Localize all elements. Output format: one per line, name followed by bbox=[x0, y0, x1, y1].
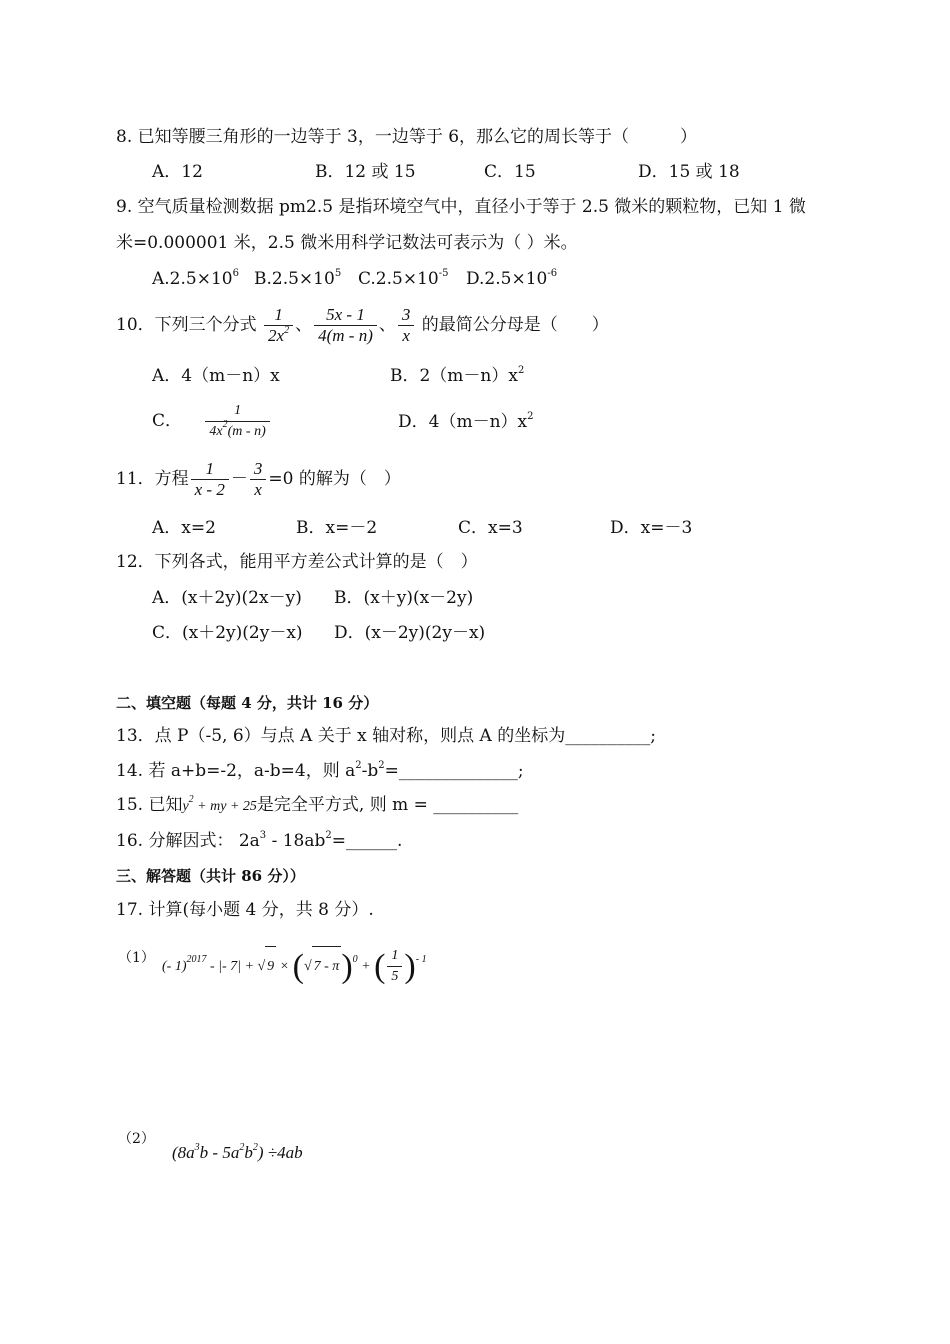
q12-option-b: B．(x＋y)(x－2y) bbox=[334, 588, 474, 608]
q17-part1-label: （1） bbox=[118, 950, 155, 966]
section-2-title: 二、填空题（每题 4 分，共计 16 分） bbox=[116, 694, 379, 712]
q10-fraction-2: $\frac{5x - 1}{4(m - n)}$ bbox=[314, 305, 377, 346]
q8-option-c: C．15 bbox=[484, 162, 536, 182]
q11-option-a: A．x=2 bbox=[152, 518, 216, 538]
q16: 16. 分解因式： $2a^3$ - $18ab^2=\_\_\_\_\_\_$. bbox=[116, 830, 403, 851]
q17-stem: 17. 计算(每小题 4 分，共 8 分）. bbox=[116, 900, 374, 920]
q17-part2-label: （2） bbox=[118, 1131, 155, 1147]
q10-option-b: B．$2(m-n)x^2$ bbox=[390, 365, 525, 386]
q13: 13．点 P（-5, 6）与点 A 关于 x 轴对称，则点 A 的坐标为__________; bbox=[116, 726, 656, 746]
section-3-title: 三、解答题（共计 86 分）） bbox=[116, 867, 305, 885]
q9-option-c: $C.2.5\times 10^{-5}$ bbox=[358, 268, 449, 289]
q10-fraction-3: $\frac{3}{x}$ bbox=[398, 305, 415, 346]
q12-option-a: A．(x＋2y)(2x－y) bbox=[152, 588, 302, 608]
q8-option-a: A．12 bbox=[152, 162, 203, 182]
q11-option-d: D．x=－3 bbox=[610, 518, 693, 538]
q17-part2-expression: $(8a^3b - 5a^2b^2) \div 4ab$ bbox=[172, 1142, 303, 1162]
q10-stem: 10．下列三个分式 $\frac{1}{2x^2}$ 、 $\frac{5x - 1}{4(m - n)}$ 、 $\frac{3}{x}$ 的最简公分母是（ ） bbox=[116, 305, 609, 345]
q17-part1-expression: (- 1)$^{2017}$ - |- 7| + √ 9 × (√ 7 - π)$^0$ + ( $\frac{1}{5}$ )$^{- 1}$ bbox=[162, 946, 427, 987]
q8-stem: 8. 已知等腰三角形的一边等于 3，一边等于 6，那么它的周长等于（ ） bbox=[116, 127, 698, 147]
q10-option-c: C． $\frac{1}{4x^2(m - n)}$ bbox=[152, 398, 272, 444]
q11-option-c: C．x=3 bbox=[458, 518, 523, 538]
q10-option-a: A．4（m－n）x bbox=[152, 366, 280, 386]
q9-option-a: $A.2.5\times 10^6$ bbox=[152, 268, 239, 289]
q11-fraction-2: $\frac{3}{x}$ bbox=[250, 459, 267, 500]
q10-fraction-1: $\frac{1}{2x^2}$ bbox=[264, 305, 293, 346]
q11-stem: 11．方程 $\frac{1}{x - 2}$ － $\frac{3}{x}$ =0 的解为（ ） bbox=[116, 459, 401, 499]
q9-option-b: $B.2.5\times 10^5$ bbox=[254, 268, 342, 289]
q8-option-d: D．15 或 18 bbox=[638, 162, 740, 182]
q9-stem-line1: 9. 空气质量检测数据 pm2.5 是指环境空气中，直径小于等于 2.5 微米的颗粒物，已知 1 微 bbox=[116, 197, 806, 217]
q12-option-c: C．(x＋2y)(2y－x) bbox=[152, 623, 303, 643]
q8-option-b: B．12 或 15 bbox=[315, 162, 416, 182]
q11-option-b: B．x=－2 bbox=[296, 518, 378, 538]
q9-option-d: $D.2.5\times 10^{-6}$ bbox=[466, 268, 558, 289]
q15: 15. 已知$y^2$ + my + 25是完全平方式, 则 m = __________ bbox=[116, 794, 519, 815]
q12-option-d: D．(x－2y)(2y－x) bbox=[334, 623, 486, 643]
q12-stem: 12．下列各式，能用平方差公式计算的是（ ） bbox=[116, 552, 478, 572]
q11-fraction-1: $\frac{1}{x - 2}$ bbox=[191, 459, 229, 500]
q14: 14. 若 a+b=-2，a-b=4，则 $a^2-b^2=\_\_\_\_\_\_\_\_\_\_\_\_\_\_$; bbox=[116, 760, 524, 781]
q9-stem-line2: 米=0.000001 米，2.5 微米用科学记数法可表示为（ ）米。 bbox=[116, 233, 578, 253]
q10-option-d: D．$4(m-n)x^2$ bbox=[398, 411, 534, 432]
